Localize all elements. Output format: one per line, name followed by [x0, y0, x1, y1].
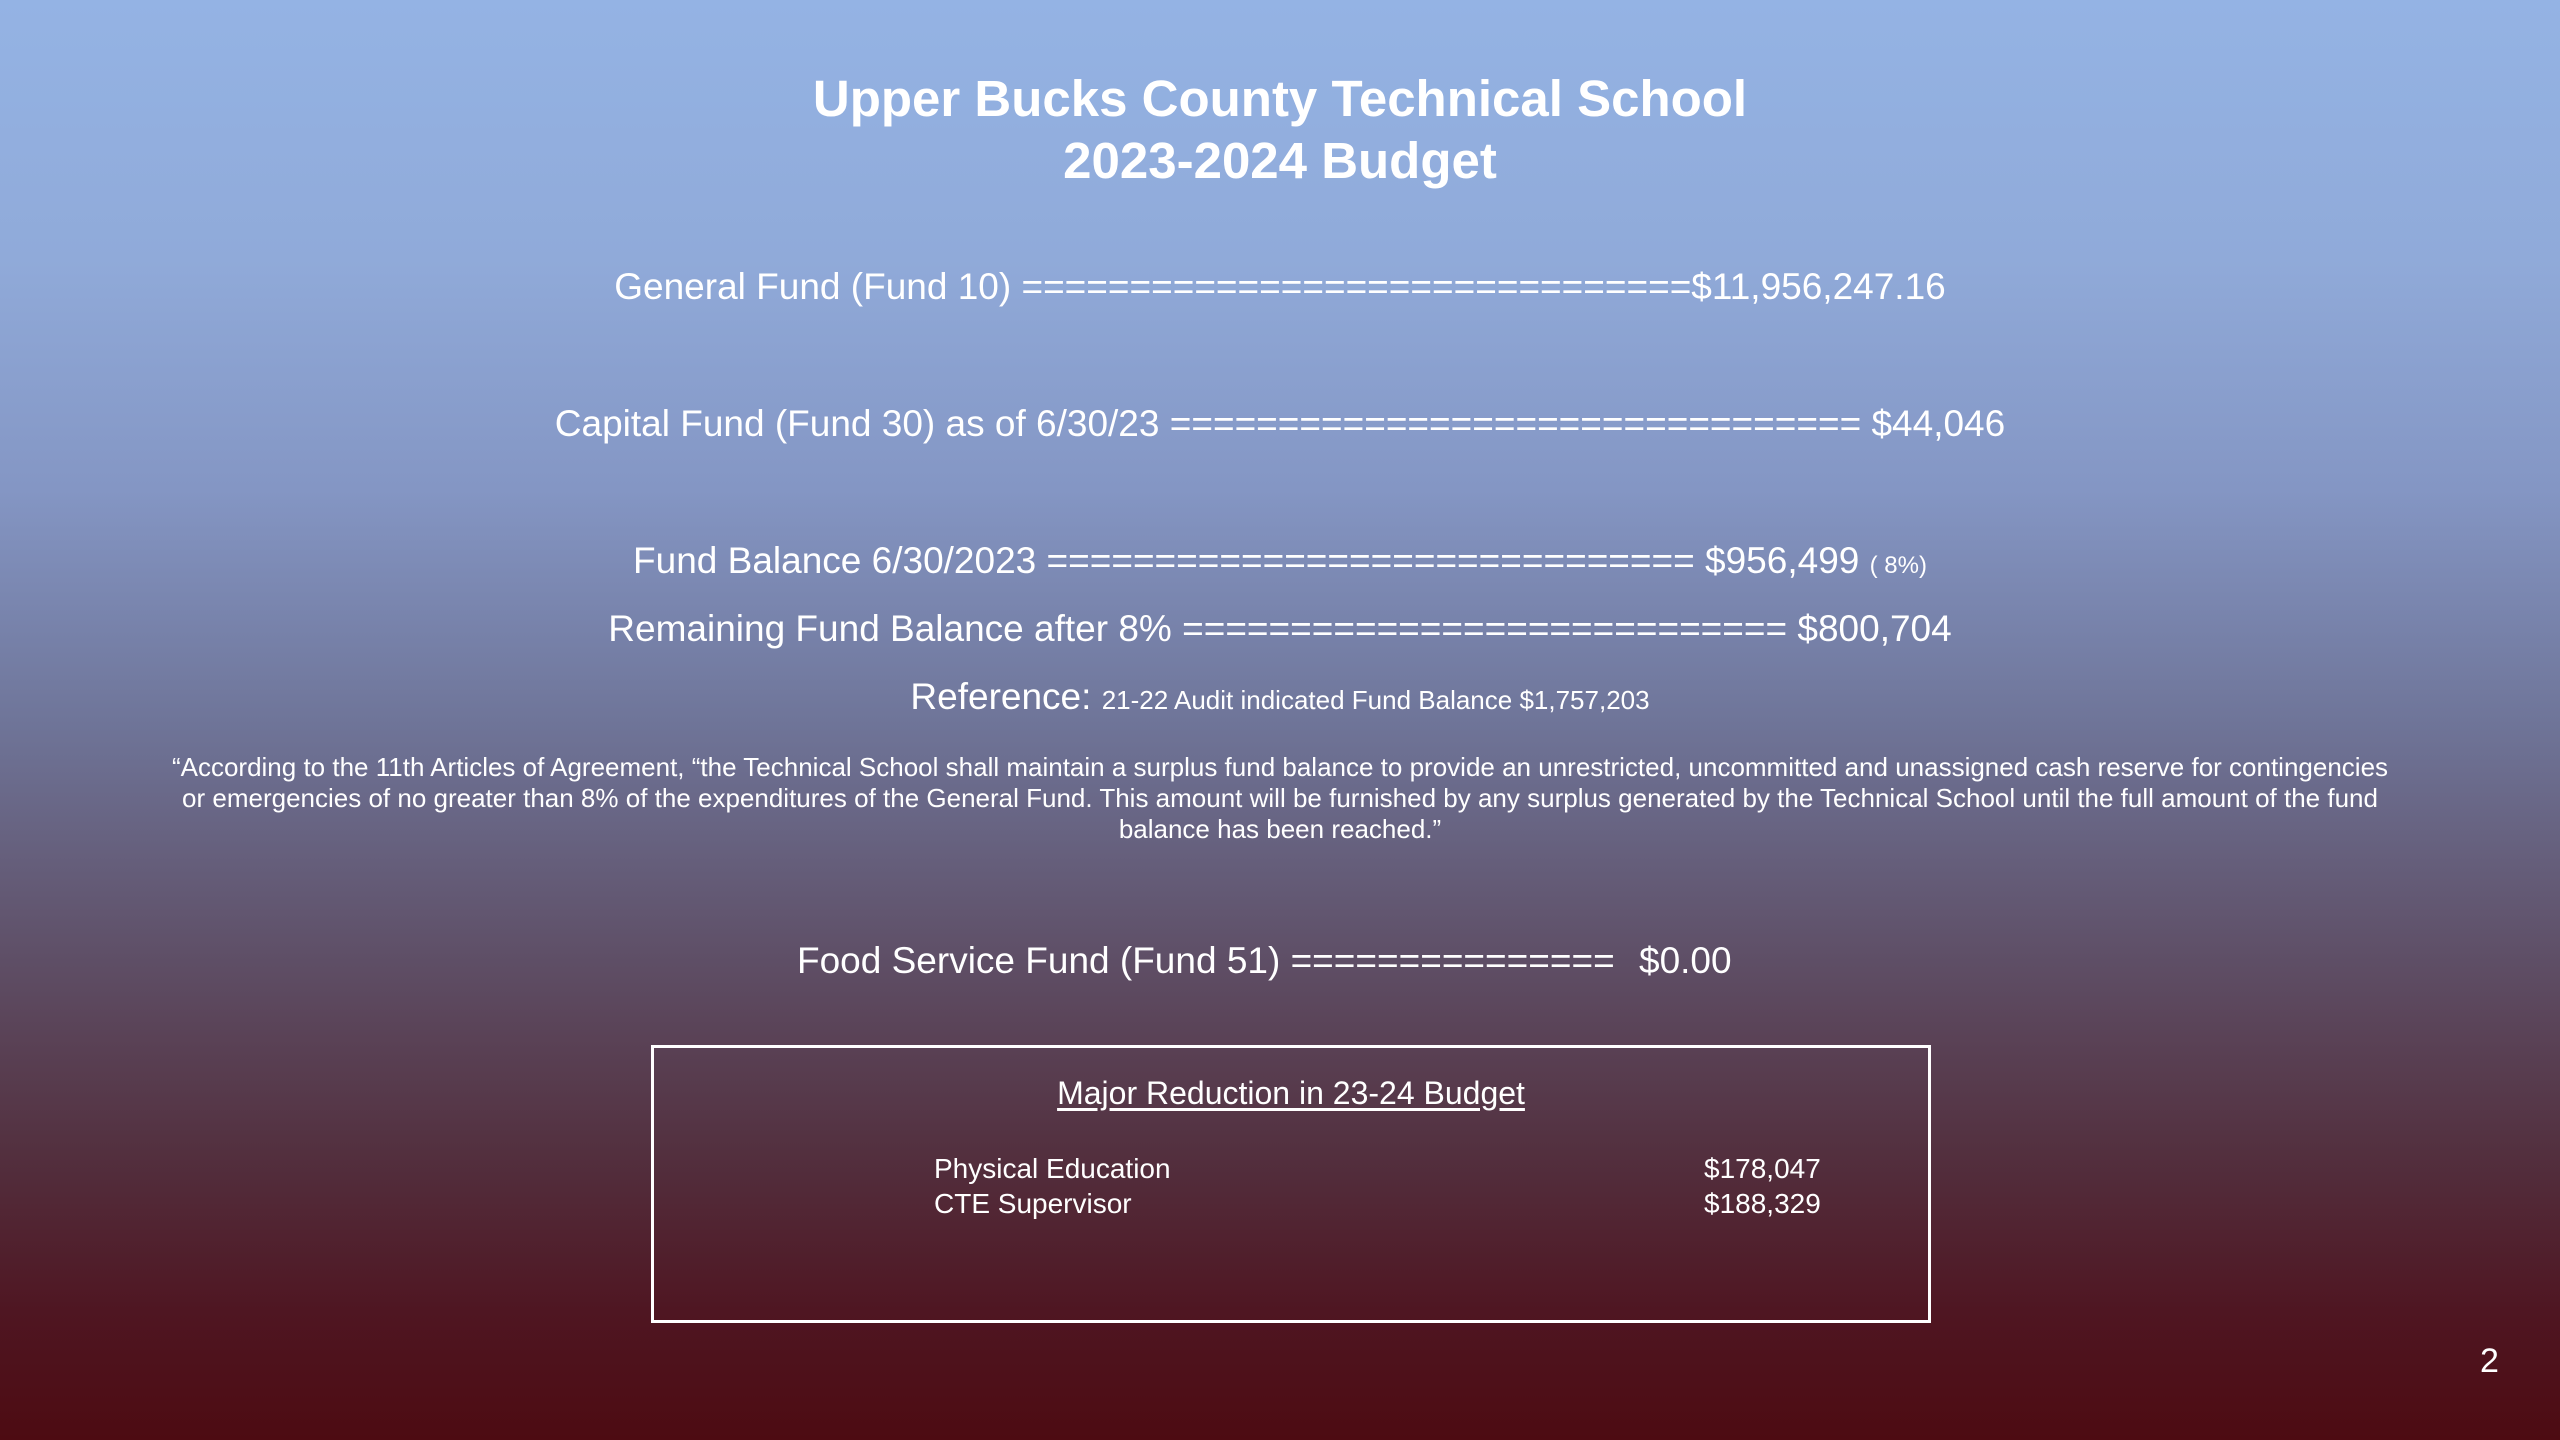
food-service-amount: $0.00 — [1639, 940, 1732, 981]
fund-balance-line — [0, 538, 2560, 589]
major-reduction-title: Major Reduction in 23-24 Budget — [1057, 1075, 1525, 1111]
slide-title — [0, 68, 2560, 192]
reduction-item-label: Physical Education — [934, 1153, 1171, 1184]
food-service-label: Food Service Fund (Fund 51) =============== — [797, 940, 1615, 981]
reduction-item-amount: $178,047 — [1704, 1153, 1821, 1184]
fund-balance-text: Fund Balance 6/30/2023 ============================== $956,499 — [633, 540, 1870, 581]
capital-fund-line: Capital Fund (Fund 30) as of 6/30/23 ================================ $44,046 — [554, 403, 2006, 444]
articles-of-agreement-quote: “According to the 11th Articles of Agreement, “the Technical School shall maintain a surplus fund balance to provide an unrestricted, uncommitted and unassigned cash reserve for contingencies or emergencies of no greater than 8% of the expenditures of the General Fund. This amount will be furnished by any surplus generated by the Technical School until the full amount of the fund balance has been reached.” — [171, 752, 2389, 844]
reference-line — [0, 674, 2560, 723]
reduction-item-label: CTE Supervisor — [934, 1188, 1132, 1219]
reduction-item — [934, 1151, 1854, 1186]
reduction-item — [934, 1186, 1854, 1221]
major-reduction-box — [651, 1045, 1931, 1323]
page-number: 2 — [2480, 1342, 2499, 1380]
reference-detail: 21-22 Audit indicated Fund Balance $1,757,203 — [1101, 685, 1650, 715]
reduction-item-amount: $188,329 — [1704, 1188, 1821, 1219]
title-line-budget: 2023-2024 Budget — [1063, 132, 1497, 189]
general-fund-line: General Fund (Fund 10) ===============================$11,956,247.16 — [614, 266, 1946, 307]
remaining-fund-balance-line: Remaining Fund Balance after 8% ============================ $800,704 — [608, 608, 1952, 649]
title-line-school: Upper Bucks County Technical School — [812, 70, 1748, 127]
fund-balance-percent-note: ( 8%) — [1869, 552, 1927, 579]
reference-label: Reference: — [910, 676, 1102, 717]
reduction-list — [934, 1151, 1854, 1221]
